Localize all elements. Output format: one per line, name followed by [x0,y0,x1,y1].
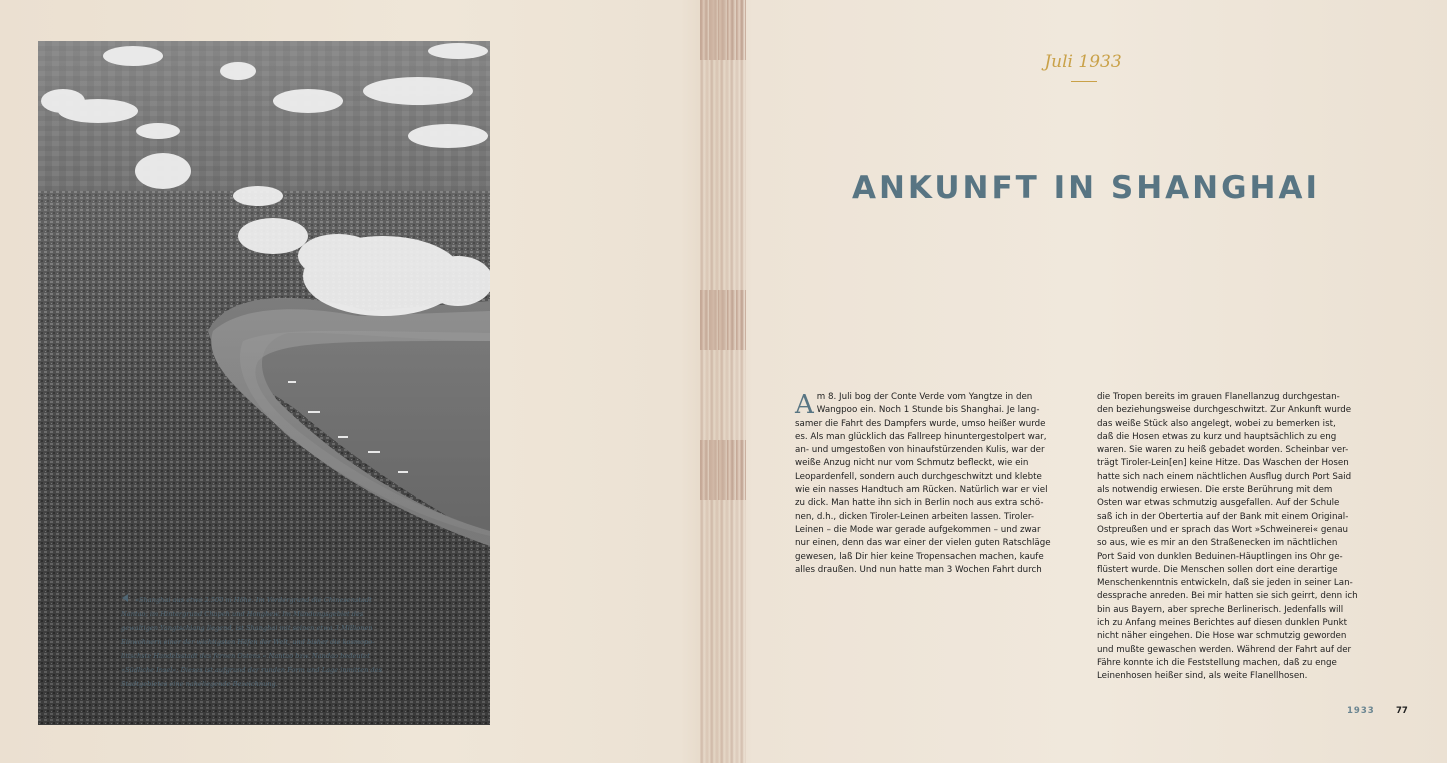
caption-line: »Südliche Insel«. Dieses ist aufgrund der runden Form und Lage inmitten des [121,666,383,674]
text-line: m 8. Juli bog der Conte Verde vom Yangtze in den [816,392,1033,402]
text-line: die Tropen bereits im grauen Flanellanzug durchgestan- [1097,392,1340,402]
text-line: Ostpreußen und er sprach das Wort »Schweinerei« genau [1097,524,1349,535]
body-column-2 [1097,391,1375,684]
caption-line: litischste Handelsstadt des fernen Ostens.« Nantao bzw. Nandao bedeutet [121,652,370,660]
text-line: flüstert wurde. Die Menschen sollen dort eine derartige [1097,564,1338,575]
text-line: saß ich in der Obertertia auf der Bank mit einem Original- [1097,511,1349,522]
chapter-title: ANKUNFT IN SHANGHAI [851,170,1321,206]
text-line: weiße Anzug nicht nur vom Schmutz befleckt, wie ein [795,458,1029,469]
text-line: nur einen, denn das war einer der vielen guten Ratschläge [795,538,1051,549]
drop-cap: A [795,390,814,420]
running-footer-year: 1933 [1347,706,1375,716]
text-line: Leinenhosen heißer sind, als weite Flanellhosen. [1097,671,1308,682]
text-line: es. Als man glücklich das Fallreep hinuntergestolpert war, [795,431,1047,442]
text-line: dessprache anreden. Bei mir hatten sie sich geirrt, denn ich [1097,591,1358,602]
caption-line: Stadtgebietes eine naheliegende Bezeichnung. [121,680,278,688]
text-line: Osten war etwas schmutzig ausgefallen. Auf der Schule [1097,498,1340,509]
text-line: samer die Fahrt des Dampfers wurde, umso heißer wurde [795,418,1046,429]
text-line: Wangpoo ein. Noch 1 Stunde bis Shanghai. Je lang- [816,405,1040,416]
text-line: nen, d.h., dicken Tiroler-Leinen arbeiten lassen. Tiroler- [795,511,1035,522]
caption-line: »Shanghai aus etwa 2.500 m Höhe. Im Vordergrund die Chinesenstadt [135,596,372,604]
text-line: alles draußen. Und nun hatte man 3 Wochen Fahrt durch [795,564,1042,575]
text-line: daß die Hosen etwas zu kurz und hauptsächlich zu eng [1097,431,1337,442]
text-line: Leinen – die Mode war gerade aufgekommen – und zwar [795,524,1041,535]
text-line: wie ein nasses Handtuch am Rücken. Natürlich war er viel [795,485,1048,496]
text-line: Menschenkenntnis entwickeln, daß sie jeden in seiner Lan- [1097,578,1353,589]
gutter-band [700,0,746,60]
text-line: den beziehungsweise durchgeschwitzt. Zur Ankunft wurde [1097,405,1352,416]
text-line: hatte sich nach einem nächtlichen Ausflug durch Port Said [1097,471,1352,482]
text-line: waren. Sie waren zu heiß gebadet worden. Scheinbar ver- [1097,445,1349,456]
page-number: 77 [1396,706,1408,716]
text-line: nicht näher eingehen. Die Hose war schmutzig geworden [1097,631,1347,642]
caption-line: Nantao; im Hintergrund Chapeh und Honghew. Im Mündungsgebiet des [121,610,364,618]
text-line: und mußte gewaschen werden. Während der Fahrt auf der [1097,644,1352,655]
text-line: das weiße Stück also angelegt, wobei zu bemerken ist, [1097,418,1336,429]
text-line: trägt Tiroler-Lein[en] keine Hitze. Das Waschen der Hosen [1097,458,1349,469]
text-line: bin aus Bayern, aber spreche Berlinerisch. Jedenfalls will [1097,604,1344,615]
text-line: Port Said von dunklen Beduinen-Häuptlingen ins Ohr ge- [1097,551,1343,562]
chapter-date: Juli 1933 [1044,52,1122,72]
text-line: gewesen, laß Dir hier keine Tropensachen machen, kaufe [795,551,1044,562]
text-line: Leopardenfell, sondern auch durchgeschwitzt und klebte [795,471,1042,482]
caption-line: Einwohnern einer der wichtigsten Häfen der Welt, und bisher die kosmopo- [121,638,375,646]
gutter-band [700,440,746,500]
date-divider [1071,81,1097,82]
gutter-band [700,290,746,350]
caption-line: gewaltigen Yangtschiang liegend, ist Shanghai mit seinen etwa 3 Millionen [121,624,373,632]
book-gutter [700,0,746,763]
text-line: ich zu Anfang meines Berichtes auf diesen dunklen Punkt [1097,618,1348,629]
text-line: als notwendig erwiesen. Die erste Berührung mit dem [1097,485,1333,496]
text-line: an- und umgestoßen von hinaufstürzenden Kulis, war der [795,445,1045,456]
body-column-1 [795,391,1067,577]
photo-caption [121,593,383,691]
caption-text [121,593,372,621]
text-line: Fähre konnte ich die Feststellung machen, daß zu enge [1097,657,1337,668]
text-line: zu dick. Man hatte ihn sich in Berlin noch aus extra schö- [795,498,1044,509]
text-line: so aus, wie es mir an den Straßenecken im nächtlichen [1097,538,1338,549]
